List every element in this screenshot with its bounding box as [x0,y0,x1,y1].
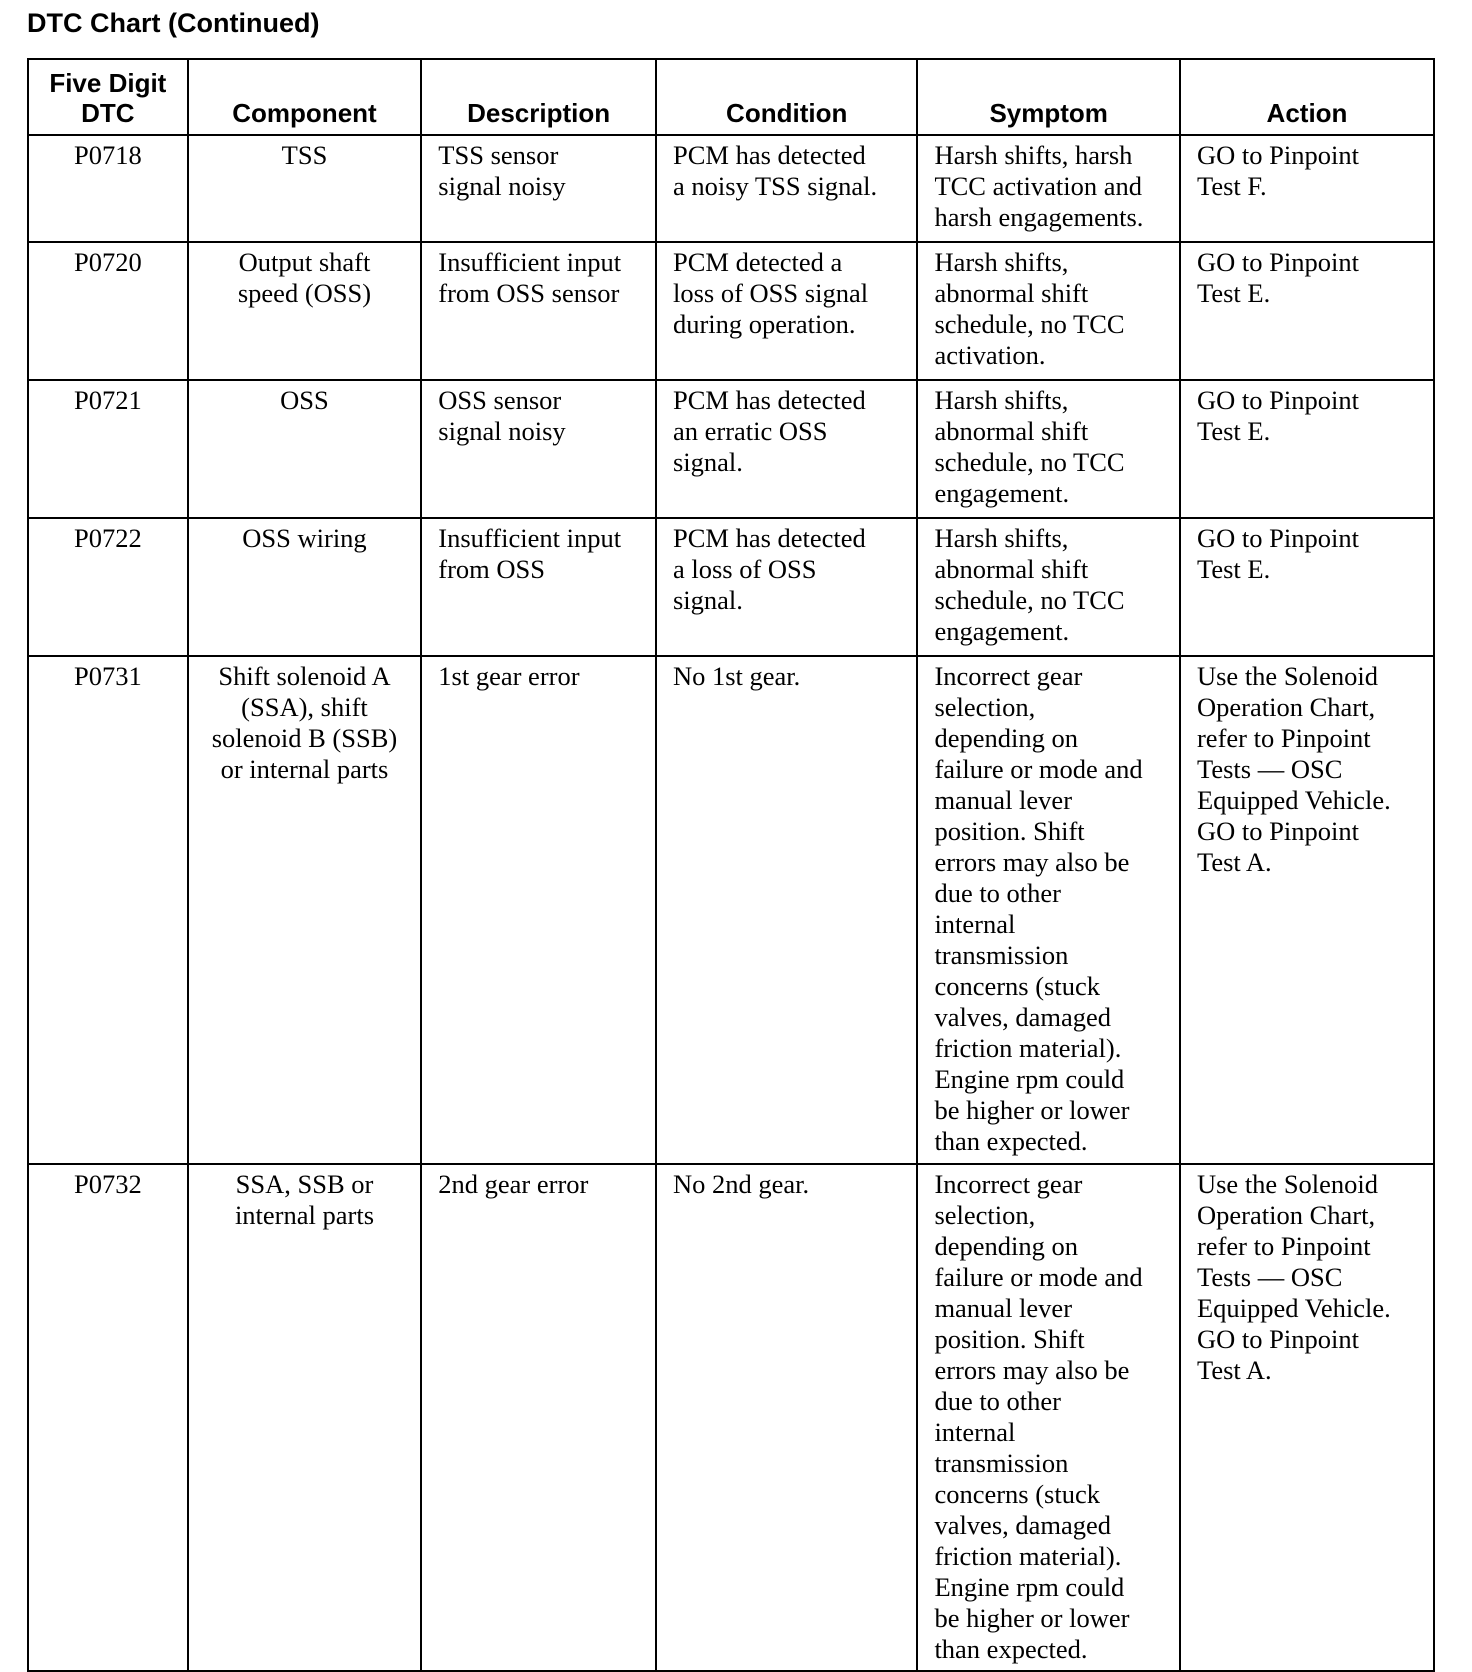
symptom-text-line: selection, [934,692,1036,722]
action-text-line: refer to Pinpoint [1196,1231,1371,1261]
symptom-text-line: be higher or lower [934,1095,1130,1125]
symptom-text-line: activation. [934,340,1046,370]
header-action: Action [1180,59,1434,135]
header-description: Description [421,59,656,135]
component-cell [188,380,422,518]
description-text-line: from OSS [438,554,546,584]
description-text-line: signal noisy [438,171,566,201]
action-text-line: Operation Chart, [1196,692,1376,722]
description-text-line: from OSS sensor [438,278,620,308]
symptom-text-line: manual lever [934,1293,1073,1323]
action-text-line: Test E. [1196,278,1271,308]
symptom-text-line: engagement. [934,478,1070,508]
dtc-code-cell: P0732 [28,1164,188,1671]
action-text-line: Operation Chart, [1196,1200,1376,1230]
condition-cell [656,656,917,1164]
condition-cell [656,242,917,380]
dtc-code-cell: P0731 [28,656,188,1164]
symptom-text-line: concerns (stuck [934,1479,1100,1509]
symptom-text-line: position. Shift [934,1324,1085,1354]
action-text-line: GO to Pinpoint [1196,523,1359,553]
symptom-text-line: internal [934,1417,1016,1447]
action-cell [1180,242,1434,380]
action-text-line: Use the Solenoid [1196,1169,1379,1199]
symptom-text-line: internal [934,909,1016,939]
symptom-text-line: friction material). [934,1541,1122,1571]
component-text-line: speed (OSS) [237,278,372,308]
symptom-text-line: depending on [934,1231,1078,1261]
table-row [28,518,1434,656]
description-cell [421,135,656,242]
component-text-line: Output shaft [238,247,371,277]
condition-cell [656,135,917,242]
symptom-text-line: Engine rpm could [934,1064,1125,1094]
component-cell [188,518,422,656]
description-text-line: Insufficient input [438,523,622,553]
component-cell [188,656,422,1164]
symptom-text-line: schedule, no TCC [934,447,1125,477]
action-text-line: Test A. [1196,847,1272,877]
symptom-text-line: than expected. [934,1126,1088,1156]
description-text-line: signal noisy [438,416,566,446]
symptom-text-line: Harsh shifts, [934,523,1069,553]
condition-cell [656,1164,917,1671]
condition-text-line: PCM detected a [672,247,843,277]
dtc-code-cell: P0718 [28,135,188,242]
header-component: Component [188,59,422,135]
table-row [28,380,1434,518]
action-text-line: Use the Solenoid [1196,661,1379,691]
dtc-table-body [28,135,1434,1671]
description-text-line: 2nd gear error [438,1169,589,1199]
symptom-text-line: abnormal shift [934,416,1089,446]
action-cell [1180,518,1434,656]
component-text-line: internal parts [234,1200,375,1230]
description-cell [421,518,656,656]
condition-text-line: a noisy TSS signal. [672,171,878,201]
symptom-text-line: manual lever [934,785,1073,815]
component-text-line: TSS [281,140,328,170]
action-text-line: Equipped Vehicle. [1196,785,1391,815]
component-text-line: Shift solenoid A [218,661,391,691]
component-cell [188,242,422,380]
description-text-line: OSS sensor [438,385,562,415]
action-text-line: GO to Pinpoint [1196,816,1359,846]
condition-text-line: PCM has detected [672,140,866,170]
symptom-text-line: Engine rpm could [934,1572,1125,1602]
condition-text-line: a loss of OSS [672,554,817,584]
header-dtc-line1: Five Digit [49,68,167,98]
dtc-code-cell: P0720 [28,242,188,380]
symptom-text-line: failure or mode and [934,1262,1143,1292]
symptom-text-line: transmission [934,940,1069,970]
symptom-text-line: Harsh shifts, [934,385,1069,415]
description-cell [421,1164,656,1671]
action-text-line: Test A. [1196,1355,1272,1385]
symptom-cell [917,518,1180,656]
condition-text-line: No 2nd gear. [672,1169,810,1199]
symptom-text-line: abnormal shift [934,554,1089,584]
action-cell [1180,656,1434,1164]
page-title: DTC Chart (Continued) [27,8,320,38]
action-text-line: GO to Pinpoint [1196,140,1359,170]
action-text-line: GO to Pinpoint [1196,385,1359,415]
symptom-text-line: errors may also be [934,847,1130,877]
symptom-text-line: failure or mode and [934,754,1143,784]
symptom-text-line: harsh engagements. [934,202,1144,232]
description-cell [421,242,656,380]
symptom-text-line: Harsh shifts, [934,247,1069,277]
symptom-cell [917,135,1180,242]
symptom-text-line: selection, [934,1200,1036,1230]
symptom-cell [917,380,1180,518]
condition-text-line: No 1st gear. [672,661,801,691]
table-row [28,135,1434,242]
table-header-row [28,59,1434,135]
action-cell [1180,380,1434,518]
symptom-text-line: due to other [934,1386,1062,1416]
symptom-text-line: Incorrect gear [934,661,1083,691]
symptom-cell [917,656,1180,1164]
condition-text-line: an erratic OSS [672,416,828,446]
dtc-code-cell: P0722 [28,518,188,656]
action-text-line: Test F. [1196,171,1267,201]
symptom-text-line: valves, damaged [934,1002,1112,1032]
component-text-line: or internal parts [220,754,389,784]
condition-cell [656,380,917,518]
symptom-text-line: friction material). [934,1033,1122,1063]
symptom-text-line: schedule, no TCC [934,585,1125,615]
symptom-text-line: errors may also be [934,1355,1130,1385]
component-text-line: OSS [280,385,329,415]
symptom-cell [917,242,1180,380]
symptom-text-line: abnormal shift [934,278,1089,308]
symptom-text-line: due to other [934,878,1062,908]
component-text-line: OSS wiring [242,523,367,553]
condition-cell [656,518,917,656]
condition-text-line: signal. [672,585,743,615]
component-cell [188,135,422,242]
symptom-cell [917,1164,1180,1671]
symptom-text-line: Incorrect gear [934,1169,1083,1199]
symptom-text-line: position. Shift [934,816,1085,846]
action-text-line: Tests — OSC [1196,754,1343,784]
description-text-line: 1st gear error [438,661,580,691]
symptom-text-line: valves, damaged [934,1510,1112,1540]
symptom-text-line: depending on [934,723,1078,753]
symptom-text-line: transmission [934,1448,1069,1478]
condition-text-line: loss of OSS signal [672,278,869,308]
action-text-line: Test E. [1196,554,1271,584]
condition-text-line: during operation. [672,309,856,339]
action-text-line: GO to Pinpoint [1196,247,1359,277]
symptom-text-line: TCC activation and [934,171,1142,201]
description-text-line: Insufficient input [438,247,622,277]
table-row [28,242,1434,380]
component-cell [188,1164,422,1671]
condition-text-line: PCM has detected [672,523,866,553]
dtc-code-cell: P0721 [28,380,188,518]
header-dtc-line2: DTC [81,98,135,128]
symptom-text-line: Harsh shifts, harsh [934,140,1133,170]
action-text-line: refer to Pinpoint [1196,723,1371,753]
description-cell [421,380,656,518]
action-text-line: GO to Pinpoint [1196,1324,1359,1354]
description-cell [421,656,656,1164]
symptom-text-line: concerns (stuck [934,971,1100,1001]
component-text-line: solenoid B (SSB) [211,723,398,753]
action-text-line: Tests — OSC [1196,1262,1343,1292]
header-symptom: Symptom [917,59,1180,135]
action-cell [1180,1164,1434,1671]
symptom-text-line: engagement. [934,616,1070,646]
action-text-line: Test E. [1196,416,1271,446]
component-text-line: SSA, SSB or [235,1169,374,1199]
symptom-text-line: than expected. [934,1634,1088,1664]
header-condition: Condition [656,59,917,135]
condition-text-line: PCM has detected [672,385,866,415]
table-row [28,1164,1434,1671]
symptom-text-line: schedule, no TCC [934,309,1125,339]
symptom-text-line: be higher or lower [934,1603,1130,1633]
description-text-line: TSS sensor [438,140,559,170]
header-dtc [28,59,188,135]
condition-text-line: signal. [672,447,743,477]
table-row [28,656,1434,1164]
dtc-table [27,58,1435,1672]
component-text-line: (SSA), shift [241,692,368,722]
action-cell [1180,135,1434,242]
action-text-line: Equipped Vehicle. [1196,1293,1391,1323]
